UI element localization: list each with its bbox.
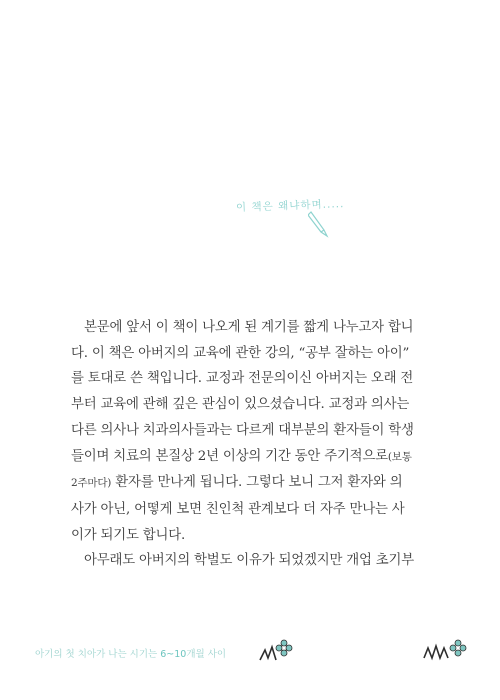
body-line-text: 환자를 만나게 됩니다. 그렇다 보니 그저 환자와 의 — [111, 475, 403, 491]
footer-text: 아기의 첫 치아가 나는 시기는 — [35, 649, 161, 660]
footer-text-end: 개월 사이 — [186, 649, 227, 660]
body-line: 아무래도 아버지의 학벌도 이유가 되었겠지만 개업 초기부 — [84, 553, 414, 569]
body-line: 부터 교육에 관해 깊은 관심이 있으셨습니다. 교정과 의사는 — [71, 397, 410, 413]
body-line-7 — [71, 470, 441, 497]
body-line: 사가 아닌, 어떻게 보면 친인척 관계보다 더 자주 만나는 사 — [71, 501, 405, 517]
body-line-text: 들이며 치료의 본질상 2년 이상의 기간 동안 주기적으로 — [71, 448, 388, 464]
body-line: 이가 되기도 합니다. — [71, 527, 186, 543]
body-line-6 — [71, 444, 441, 471]
body-line: 본문에 앞서 이 책이 나오게 된 계기를 짧게 나누고자 합니 — [84, 320, 414, 335]
body-text — [71, 315, 441, 574]
section-subtitle: 이 책은 왜냐하며..... — [235, 198, 345, 214]
body-line-small: 2주마다) — [71, 477, 112, 490]
pencil-icon — [308, 210, 330, 240]
body-line: 다른 의사나 치과의사들과는 다르게 대부분의 환자들이 학생 — [71, 422, 414, 438]
flower-doodle-icon — [422, 638, 470, 664]
flower-doodle-icon — [258, 638, 298, 664]
body-line-small: (보통 — [387, 450, 412, 463]
footer-tip — [35, 646, 226, 660]
footer-highlight: 6~10 — [160, 649, 187, 660]
body-line: 를 토대로 쓴 책입니다. 교정과 전문의이신 아버지는 오래 전 — [71, 371, 414, 387]
body-line: 다. 이 책은 아버지의 교육에 관한 강의, “공부 잘하는 아이” — [71, 345, 410, 361]
